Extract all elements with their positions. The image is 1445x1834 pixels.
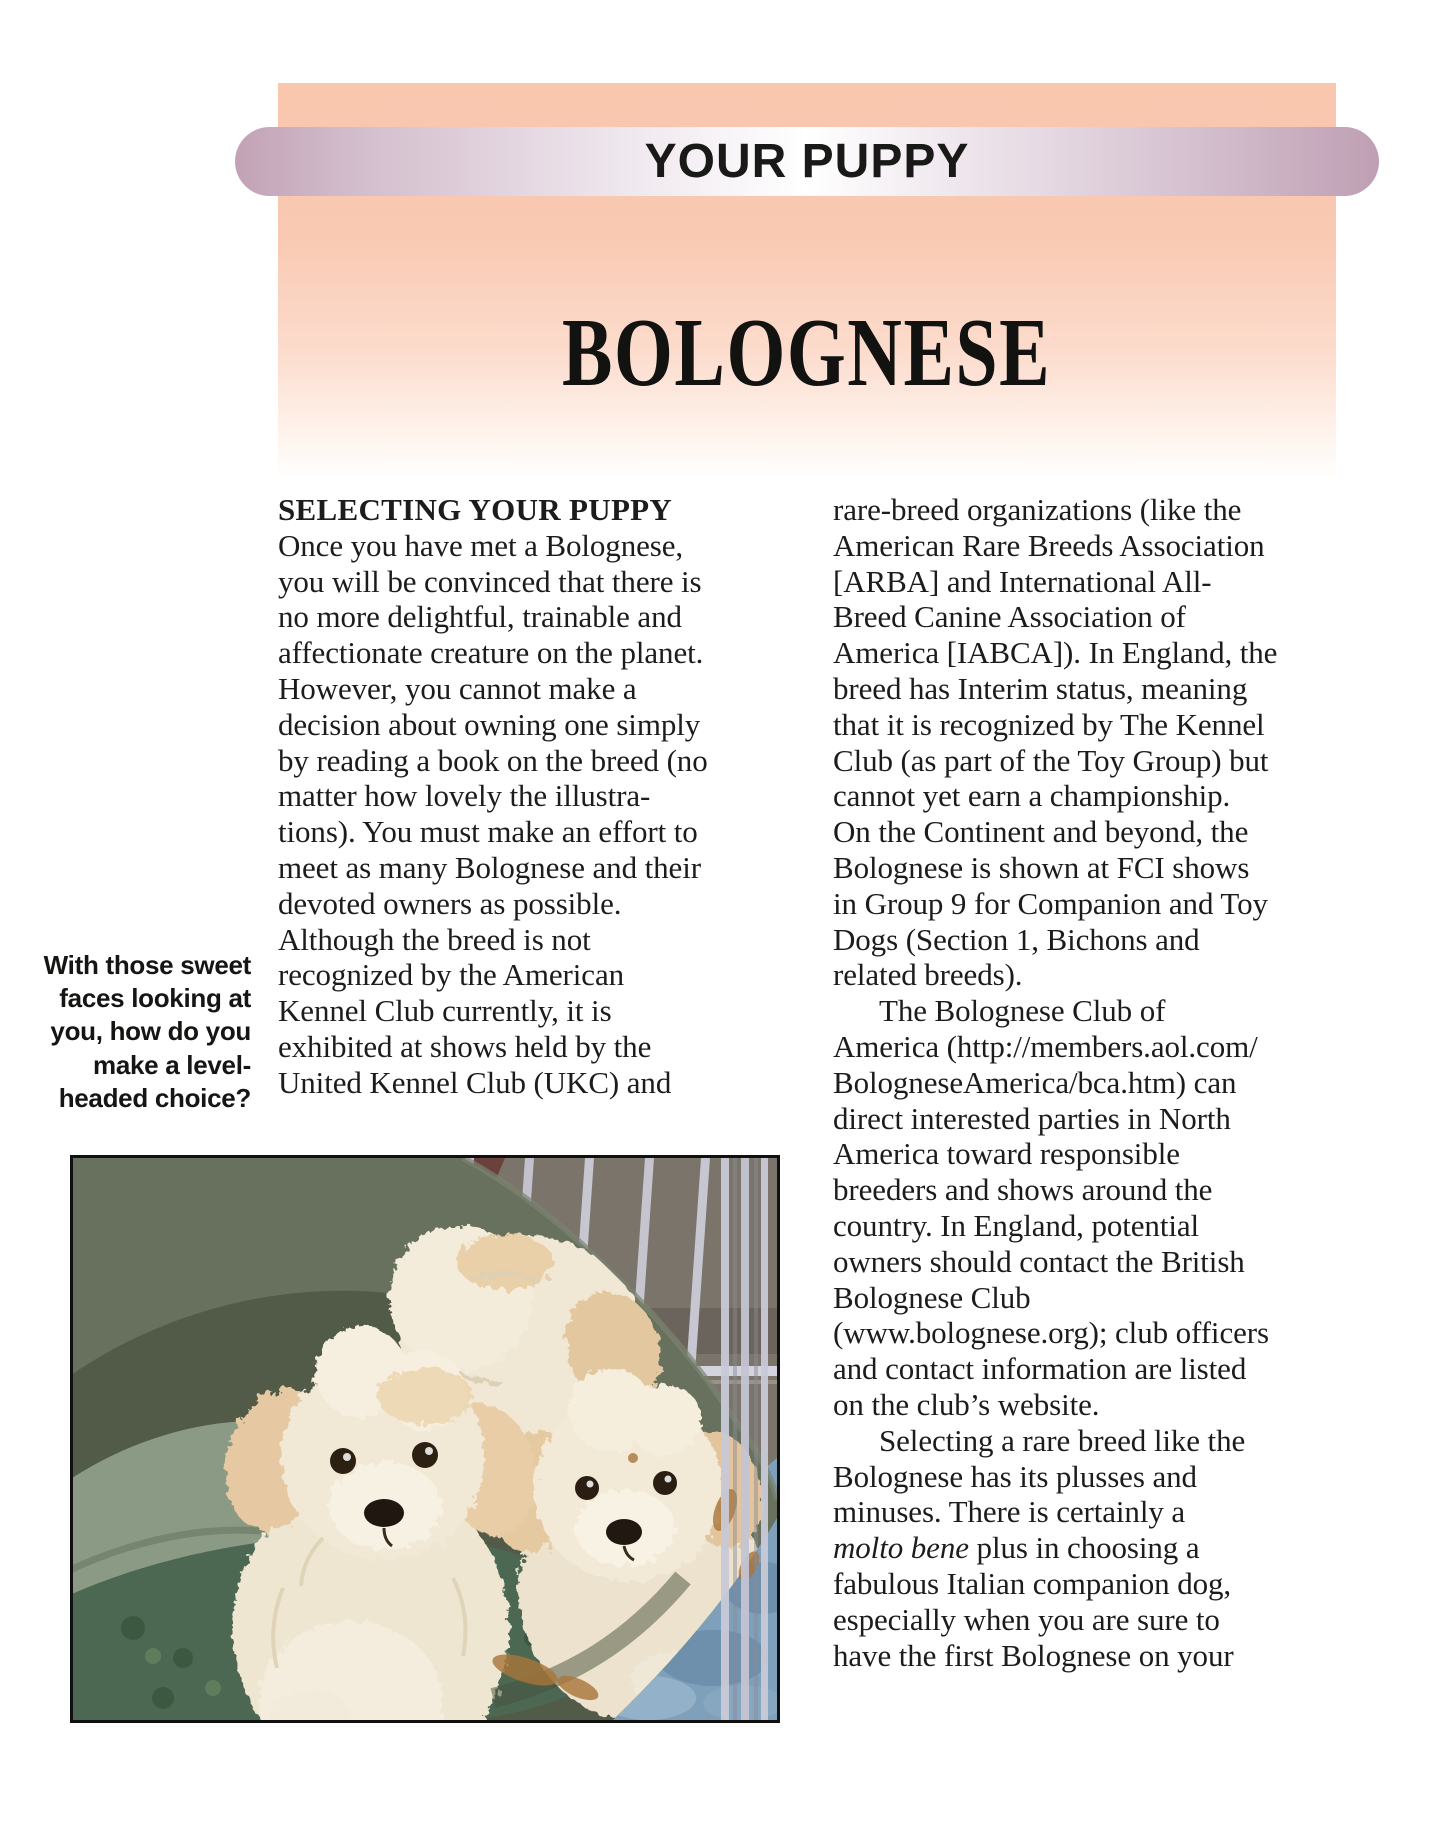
text-line: BologneseAmerica/bca.htm) can — [833, 1064, 1237, 1100]
text-line: Once you have met a Bolognese, — [278, 527, 684, 563]
page-title — [278, 298, 1336, 406]
text-line: on the club’s website. — [833, 1386, 1100, 1422]
text-line: Selecting a rare breed like the — [879, 1422, 1246, 1458]
text-line: On the Continent and beyond, the — [833, 814, 1249, 850]
text-line: America toward responsible — [833, 1136, 1180, 1172]
text-line: United Kennel Club (UKC) and — [278, 1064, 672, 1100]
text-line: [ARBA] and International All- — [833, 563, 1212, 599]
text-line: Breed Canine Association of — [833, 599, 1186, 635]
text-line: Bolognese Club — [833, 1279, 1031, 1315]
text-line: related breeds). — [833, 957, 1023, 993]
text-line: you will be convinced that there is — [278, 563, 702, 599]
left-column-text — [278, 528, 730, 1101]
text-line: make a level- — [93, 1049, 251, 1080]
text-line: American Rare Breeds Association — [833, 527, 1265, 563]
text-line: Although the breed is not — [278, 921, 591, 957]
text-line: Dogs (Section 1, Bichons and — [833, 921, 1200, 957]
text-line: With those sweet — [43, 950, 251, 980]
header-kicker: YOUR PUPPY — [644, 135, 970, 188]
text-line: meet as many Bolognese and their — [278, 849, 701, 885]
text-line: Bolognese has its plusses and — [833, 1458, 1197, 1494]
text-line: especially when you are sure to — [833, 1601, 1220, 1637]
text-line: that it is recognized by The Kennel — [833, 706, 1265, 742]
text-line: tions). You must make an effort to — [278, 814, 698, 850]
text-line: minuses. There is certainly a — [833, 1494, 1186, 1530]
text-line: America (http://members.aol.com/ — [833, 1028, 1258, 1064]
text-line: rare-breed organizations (like the — [833, 492, 1242, 527]
photo-caption — [41, 949, 251, 1115]
text-line: Kennel Club currently, it is — [278, 993, 612, 1029]
puppies-photo — [70, 1155, 780, 1723]
text-line: Club (as part of the Toy Group) but — [833, 742, 1269, 778]
header-pill — [235, 127, 1379, 196]
text-line: molto bene plus in choosing a — [833, 1530, 1200, 1566]
text-line: no more delightful, trainable and — [278, 599, 682, 635]
text-line: However, you cannot make a — [278, 670, 637, 706]
text-line: by reading a book on the breed (no — [278, 742, 708, 778]
text-line: breed has Interim status, meaning — [833, 670, 1248, 706]
text-line: owners should contact the British — [833, 1243, 1245, 1279]
text-line: have the first Bolognese on your — [833, 1637, 1234, 1673]
text-line: breeders and shows around the — [833, 1172, 1213, 1208]
page-title-text: BOLOGNESE — [562, 298, 1052, 406]
text-line: America [IABCA]). In England, the — [833, 635, 1278, 671]
text-line: direct interested parties in North — [833, 1100, 1231, 1136]
text-line: cannot yet earn a championship. — [833, 778, 1231, 814]
text-line: fabulous Italian companion dog, — [833, 1565, 1232, 1601]
right-column — [833, 492, 1345, 1673]
right-column-text — [833, 492, 1345, 1673]
text-line: in Group 9 for Companion and Toy — [833, 885, 1268, 921]
text-line: exhibited at shows held by the — [278, 1028, 652, 1064]
left-column — [278, 492, 730, 1101]
text-line: decision about owning one simply — [278, 706, 701, 742]
text-line: devoted owners as possible. — [278, 885, 622, 921]
text-line: recognized by the American — [278, 957, 624, 993]
text-line: matter how lovely the illustra- — [278, 778, 651, 814]
text-line: affectionate creature on the planet. — [278, 635, 704, 671]
text-line: headed choice? — [58, 1082, 251, 1113]
text-line: country. In England, potential — [833, 1207, 1200, 1243]
text-line: (www.bolognese.org); club officers — [833, 1315, 1269, 1351]
text-line: and contact information are listed — [833, 1351, 1247, 1387]
text-line: The Bolognese Club of — [879, 993, 1166, 1029]
puppies-photo-illustration — [73, 1158, 777, 1720]
section-heading: SELECTING YOUR PUPPY — [278, 492, 673, 527]
text-line: faces looking at — [59, 983, 251, 1014]
text-line: Bolognese is shown at FCI shows — [833, 849, 1250, 885]
text-line: you, how do you — [50, 1016, 251, 1047]
